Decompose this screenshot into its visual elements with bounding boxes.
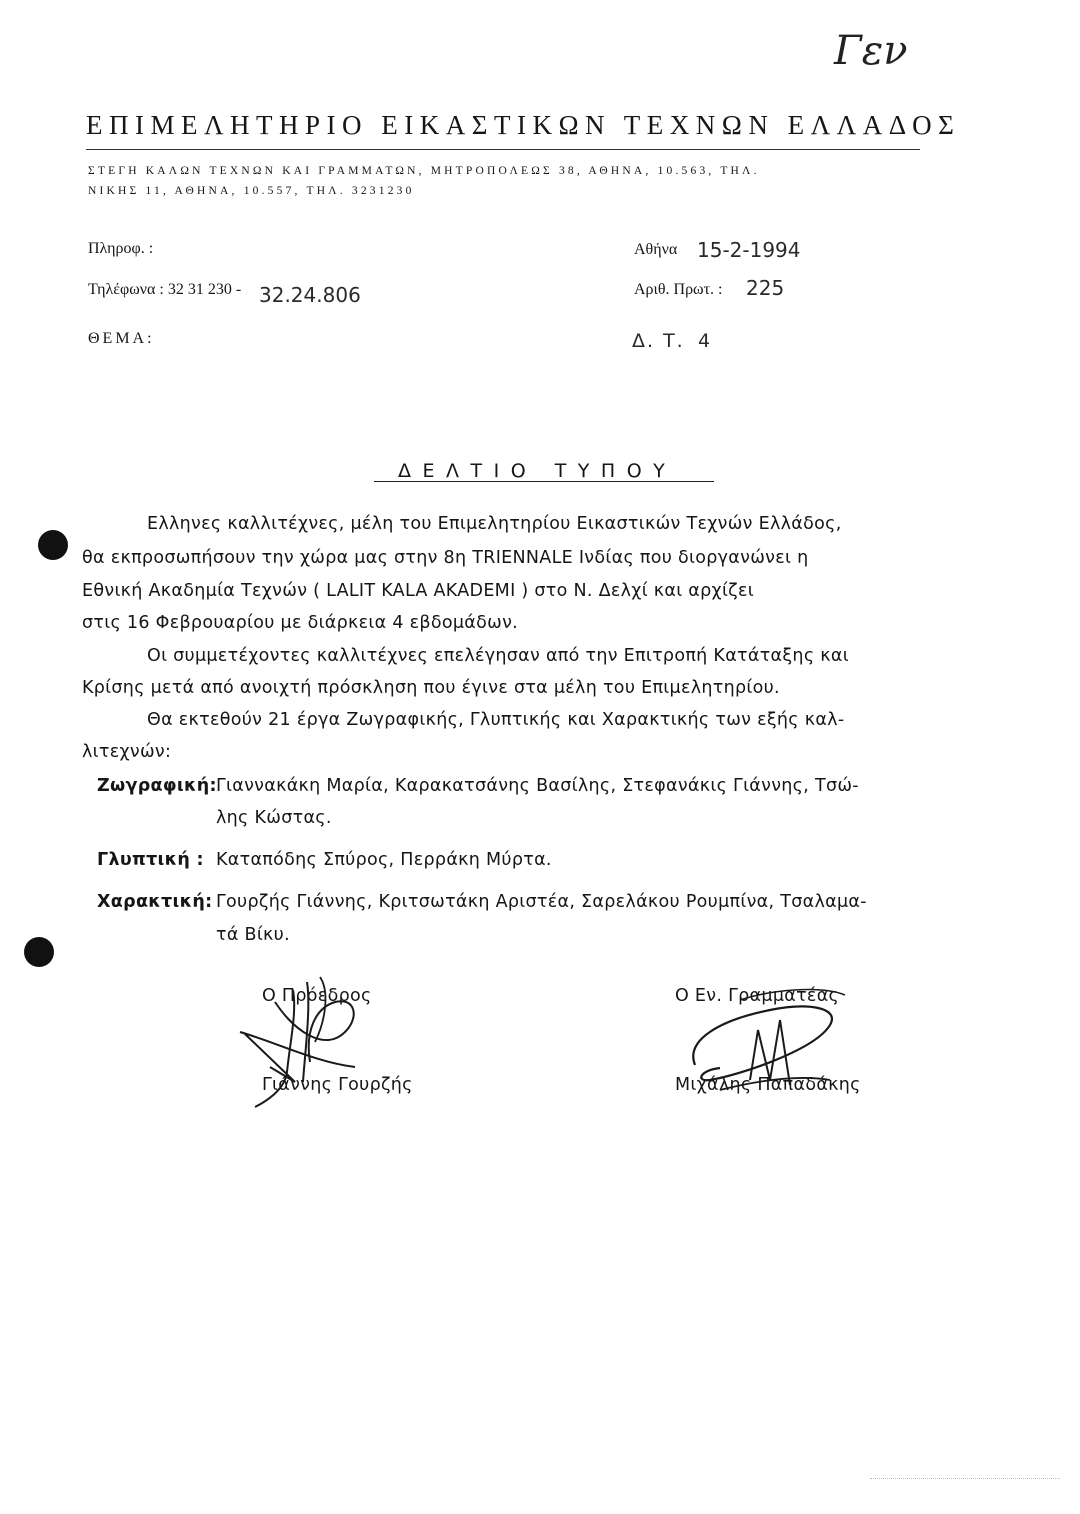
punch-hole: [24, 937, 54, 967]
category-label-painting: Ζωγραφική:: [97, 776, 217, 796]
subject-label: ΘΕΜΑ:: [88, 330, 155, 347]
document-title: ΔΕΛΤΙΟ ΤΥΠΟΥ: [398, 460, 677, 482]
body-line: στις 16 Φεβρουαρίου με διάρκεια 4 εβδομάδων.: [82, 613, 519, 633]
right-signature-image: [680, 980, 860, 1110]
place-label: Αθήνα: [634, 241, 678, 258]
left-signatory-name: Γιάννης Γουρζής: [262, 1075, 413, 1095]
body-line: Ελληνες καλλιτέχνες, μέλη του Επιμελητηρίου Εικαστικών Τεχνών Ελλάδος,: [147, 514, 842, 534]
handwritten-annotation: Γεν: [834, 28, 908, 74]
organization-name: ΕΠΙΜΕΛΗΤΗΡΙΟ ΕΙΚΑΣΤΙΚΩΝ ΤΕΧΝΩΝ ΕΛΛΑΔΟΣ: [86, 110, 961, 140]
left-signature-image: [235, 972, 395, 1112]
date-value: 15-2-1994: [697, 238, 801, 262]
category-line: λης Κώστας.: [216, 808, 332, 828]
phones-extra: 32.24.806: [259, 283, 361, 307]
scan-artifact: [870, 1478, 1060, 1479]
title-underline: [374, 481, 714, 482]
body-line: Οι συμμετέχοντες καλλιτέχνες επελέγησαν από την Επιτροπή Κατάταξης και: [147, 646, 849, 666]
left-signatory-title: Ο Πρόεδρος: [262, 986, 372, 1006]
category-line: τά Βίκυ.: [216, 925, 290, 945]
dt-label: Δ. Τ.: [632, 330, 685, 352]
right-signatory-title: Ο Εν. Γραμματέας: [675, 986, 840, 1006]
category-line: Καταπόδης Σπύρος, Περράκη Μύρτα.: [216, 850, 552, 870]
letterhead-divider: [86, 149, 920, 150]
category-label-engraving: Χαρακτική:: [97, 892, 213, 912]
address-line-1: ΣΤΕΓΗ ΚΑΛΩΝ ΤΕΧΝΩΝ ΚΑΙ ΓΡΑΜΜΑΤΩΝ, ΜΗΤΡΟΠΟΛΕΩΣ 38, ΑΘΗΝΑ, 10.563, ΤΗΛ.: [88, 165, 760, 177]
address-line-2: ΝΙΚΗΣ 11, ΑΘΗΝΑ, 10.557, ΤΗΛ. 3231230: [88, 185, 415, 197]
right-signatory-name: Μιχάλης Παπαδάκης: [675, 1075, 861, 1095]
category-line: Γιαννακάκη Μαρία, Καρακατσάνης Βασίλης, Στεφανάκις Γιάννης, Τσώ-: [216, 776, 859, 796]
punch-hole: [38, 530, 68, 560]
category-line: Γουρζής Γιάννης, Κριτσωτάκη Αριστέα, Σαρελάκου Ρουμπίνα, Τσαλαμα-: [216, 892, 867, 912]
body-line: Κρίσης μετά από ανοιχτή πρόσκληση που έγινε στα μέλη του Επιμελητηρίου.: [82, 678, 780, 698]
category-label-sculpture: Γλυπτική :: [97, 850, 204, 870]
body-line: θα εκπροσωπήσουν την χώρα μας στην 8η TRIENNALE Ινδίας που διοργανώνει η: [82, 548, 809, 568]
dt-number: 4: [698, 330, 711, 352]
info-label: Πληροφ. :: [88, 240, 154, 257]
body-line: λιτεχνών:: [82, 742, 172, 762]
protocol-number: 225: [746, 276, 785, 300]
phones-label: Τηλέφωνα : 32 31 230 -: [88, 281, 242, 298]
body-line: Εθνική Ακαδημία Τεχνών ( LALIT KALA AKADEMI ) στο Ν. Δελχί και αρχίζει: [82, 581, 754, 601]
protocol-label: Αριθ. Πρωτ. :: [634, 281, 723, 298]
body-line: Θα εκτεθούν 21 έργα Ζωγραφικής, Γλυπτικής και Χαρακτικής των εξής καλ-: [147, 710, 845, 730]
